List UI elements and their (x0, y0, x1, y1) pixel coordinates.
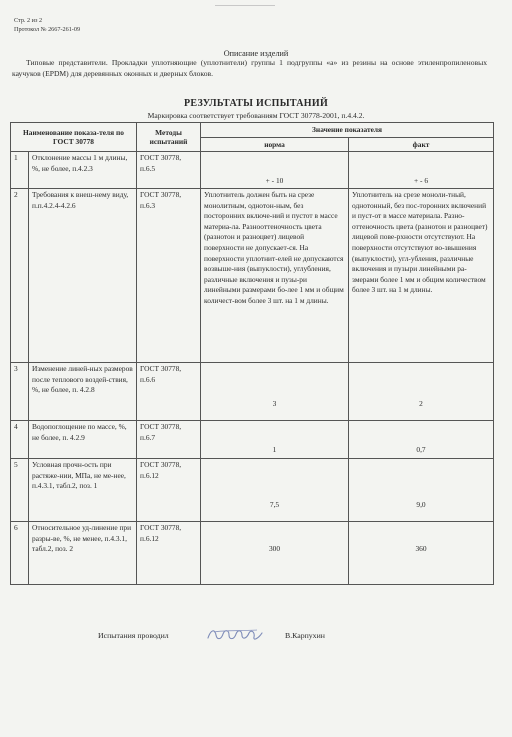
results-table (10, 122, 494, 585)
norm-value: 1 (272, 445, 277, 455)
row-norm (201, 363, 349, 421)
fact-value: 2 (419, 399, 423, 409)
marking-note: Маркировка соответствует требованиям ГОСТ 30778-2001, п.4.4.2. (147, 111, 365, 120)
row-fact (349, 421, 494, 459)
row-name: Отклонение массы 1 м длины, %, не более, п.4.2.3 (29, 152, 137, 189)
row-method: ГОСТ 30778, п.6.3 (137, 189, 201, 363)
header-name: Наименование показа-теля по ГОСТ 30778 (11, 123, 137, 152)
row-fact (349, 363, 494, 421)
table-row (11, 459, 494, 522)
results-title: РЕЗУЛЬТАТЫ ИСПЫТАНИЙ (183, 98, 329, 109)
row-name: Требования к внеш-нему виду, п.п.4.2.4-4.2.6 (29, 189, 137, 363)
row-norm (201, 421, 349, 459)
header-methods: Методы испытаний (137, 123, 201, 152)
row-name: Относительное уд-линение при разры-ве, %, не менее, п.4.3.1, табл.2, поз. 2 (29, 522, 137, 585)
norm-value: 300 (268, 544, 281, 553)
row-number: 3 (11, 363, 29, 421)
row-fact (349, 522, 494, 585)
fact-value: 360 (415, 544, 427, 553)
row-method: ГОСТ 30778, п.6.6 (137, 363, 201, 421)
row-norm (201, 152, 349, 189)
row-number: 5 (11, 459, 29, 522)
row-number: 1 (11, 152, 29, 189)
row-fact: Уплотнитель на срезе моноли-тный, однотонный, без пос-торонних включений и пуст-от в массе материала. Разно-оттеночность цвета (разнотон и разноцвет) лицевой пове-рхности отсутствуют. На поверхности отсутствуют во-звышения (выпуклости), угл-убления, различные включения и пузыри линейными ра-змерами более 1 мм и общим количеством более 3 шт. на 1 м длины. (349, 189, 494, 363)
header-fact: факт (349, 137, 494, 152)
row-method: ГОСТ 30778, п.6.5 (137, 152, 201, 189)
section-title: Описание изделий (223, 49, 289, 58)
fact-value: 9,0 (416, 500, 426, 510)
row-fact (349, 152, 494, 189)
row-number: 6 (11, 522, 29, 585)
handwritten-signature (205, 626, 265, 644)
row-name: Изменение линей-ных размеров после теплового воздей-ствия, %, не более, п. 4.2.8 (29, 363, 137, 421)
top-stamp-line (215, 0, 275, 6)
row-method: ГОСТ 30778, п.6.12 (137, 459, 201, 522)
protocol-number: Протокол № 2667-261-09 (14, 26, 81, 33)
table-header-row (11, 123, 494, 138)
row-name: Водопоглощение по массе, %, не более, п. 4.2.9 (29, 421, 137, 459)
header-norm: норма (201, 137, 349, 152)
signature-label: Испытания проводил (98, 631, 169, 640)
fact-value: + - 6 (414, 176, 429, 186)
table-row (11, 363, 494, 421)
norm-value: + - 10 (265, 176, 284, 186)
table-row (11, 189, 494, 363)
header-value: Значение показателя (201, 123, 494, 138)
table-row (11, 522, 494, 585)
row-norm: Уплотнитель должен быть на срезе монолитным, однотон-ным, без посторонних включе-ний и пустот в массе материа-ла. Разнооттеночность цвета (разнотон и разноцвет) лицевой поверхности не допускает-ся. На поверхности уплотнит-елей не допускаются возвыше-ния (выпуклости), углубления, различные включения и пузы-ри линейными размерами бо-лее 1 мм и общим количест-вом более 3 шт. на 1 м длины. (201, 189, 349, 363)
row-norm (201, 459, 349, 522)
row-number: 2 (11, 189, 29, 363)
description-paragraph: Типовые представители. Прокладки уплотняющие (уплотнители) группы 1 подгруппы «а» из резины на основе этиленпропиленовых каучуков (EPDM) для деревянных оконных и дверных блоков. (12, 58, 487, 78)
fact-value: 0,7 (416, 445, 426, 455)
signer-name: В.Карпухин (285, 631, 325, 640)
table-row (11, 152, 494, 189)
row-norm (201, 522, 349, 585)
row-method: ГОСТ 30778, п.6.7 (137, 421, 201, 459)
row-method: ГОСТ 30778, п.6.12 (137, 522, 201, 585)
norm-value: 7,5 (269, 500, 280, 510)
row-name: Условная прочн-ость при растяже-нии, МПа, не ме-нее, п.4.3.1, табл.2, поз. 1 (29, 459, 137, 522)
row-number: 4 (11, 421, 29, 459)
norm-value: 3 (272, 399, 277, 409)
page-number: Стр. 2 из 2 (14, 17, 43, 24)
row-fact (349, 459, 494, 522)
table-row (11, 421, 494, 459)
